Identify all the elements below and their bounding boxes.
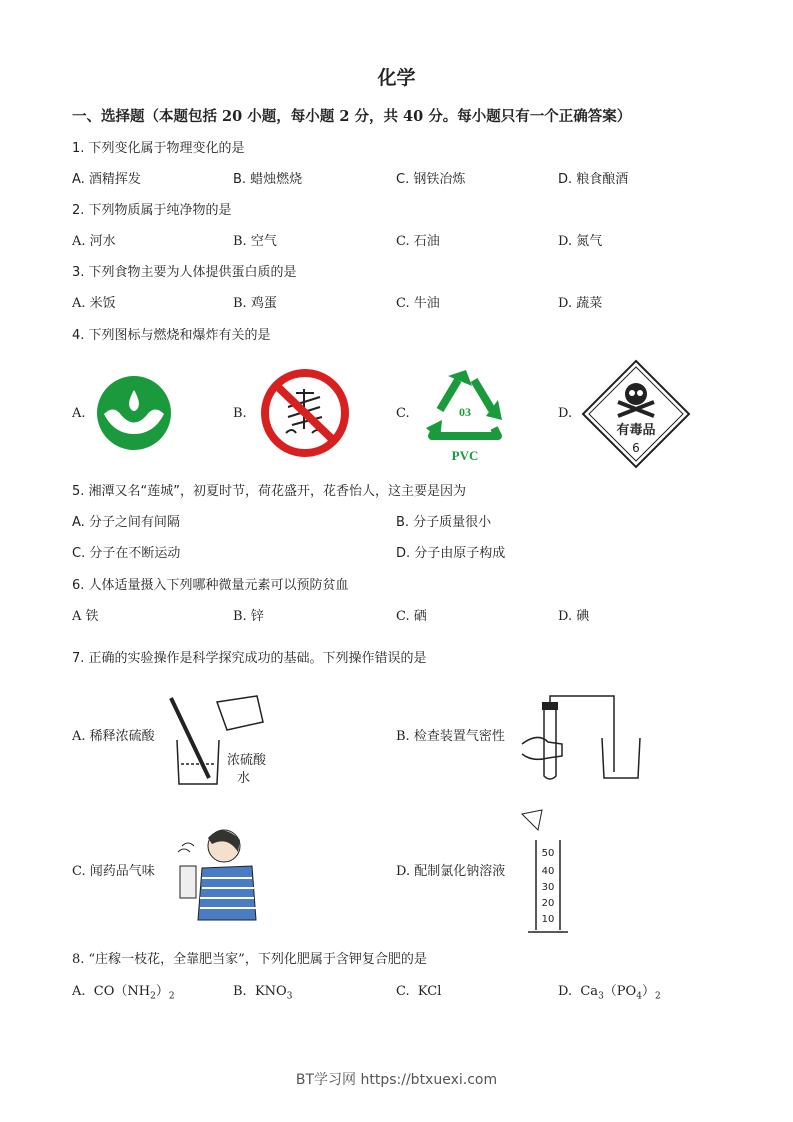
- airtightness-check-figure: [518, 692, 643, 787]
- recycle-code: 03: [459, 405, 471, 419]
- tick-10: 10: [541, 914, 555, 925]
- q7-option-c: C. 闻药品气味: [72, 864, 155, 879]
- option-letter: A.: [72, 984, 86, 999]
- q1-option-b: B. 蜡烛燃烧: [233, 172, 303, 187]
- q3-option-c: C. 牛油: [396, 296, 440, 311]
- q1-option-d: D. 粮食酿酒: [558, 172, 629, 187]
- q3-option-a: A. 米饭: [72, 296, 116, 311]
- q4-option-d: D.: [558, 406, 573, 421]
- q5-option-a: A. 分子之间有间隔: [72, 515, 180, 530]
- footer-watermark: BT学习网 https://btxuexi.com: [295, 1072, 498, 1088]
- recycle-material: PVC: [451, 448, 479, 463]
- page-title: 化学: [377, 67, 416, 89]
- toxic-substance-icon: [580, 358, 692, 470]
- q7-option-d: D. 配制氯化钠溶液: [396, 864, 506, 879]
- q6-option-b: B. 锌: [233, 609, 264, 624]
- acid-label: 浓硫酸: [227, 753, 267, 768]
- q5-option-b: B. 分子质量很小: [396, 515, 492, 530]
- q4-option-a: A.: [72, 406, 86, 421]
- smell-chemical-figure: [172, 822, 260, 922]
- formula-part: （PO: [603, 984, 637, 999]
- q2-option-d: D. 氮气: [558, 234, 603, 249]
- q3-option-d: D. 蔬菜: [558, 296, 603, 311]
- formula-part: Ca: [580, 984, 599, 999]
- question-1-stem: 1. 下列变化属于物理变化的是: [72, 141, 245, 156]
- formula-part: KNO: [254, 984, 287, 999]
- water-saving-icon: [94, 374, 174, 452]
- q7-option-a: A. 稀释浓硫酸: [72, 729, 155, 744]
- question-6-stem: 6. 人体适量摄入下列哪种微量元素可以预防贫血: [72, 578, 349, 593]
- q2-option-a: A. 河水: [72, 234, 116, 249]
- option-letter: C.: [396, 984, 410, 999]
- question-3-stem: 3. 下列食物主要为人体提供蛋白质的是: [72, 265, 297, 280]
- formula-subscript: 2: [150, 991, 156, 1002]
- question-8-stem: 8. “庄稼一枝花，全靠肥当家”，下列化肥属于含钾复合肥的是: [72, 952, 427, 967]
- formula-part: CO（NH: [93, 984, 151, 999]
- q4-option-c: C.: [396, 406, 410, 421]
- formula-part: ）: [641, 984, 655, 999]
- q7-option-b: B. 检查装置气密性: [396, 729, 505, 744]
- no-fireworks-icon: [258, 367, 352, 459]
- dilute-acid-figure: [165, 692, 280, 790]
- tick-30: 30: [541, 882, 555, 893]
- q8-option-d: [558, 984, 661, 1005]
- section-heading: 一、选择题（本题包括 20 小题，每小题 2 分，共 40 分。每小题只有一个正确答案）: [72, 108, 632, 125]
- formula-subscript: 2: [654, 991, 661, 1002]
- toxic-label: 有毒品: [616, 423, 656, 438]
- question-5-stem: 5. 湘潭又名“莲城”，初夏时节，荷花盛开，花香怡人，这主要是因为: [72, 484, 467, 499]
- tick-40: 40: [541, 866, 555, 877]
- question-7-stem: 7. 正确的实验操作是科学探究成功的基础。下列操作错误的是: [72, 651, 427, 666]
- option-letter: B.: [233, 984, 247, 999]
- formula-subscript: 4: [636, 991, 642, 1002]
- formula-part: KCl: [417, 984, 442, 999]
- formula-part: ）: [155, 984, 169, 999]
- tick-20: 20: [541, 898, 555, 909]
- formula-subscript: 3: [286, 991, 293, 1002]
- water-label: 水: [237, 771, 251, 786]
- q8-option-a: [72, 984, 175, 1005]
- formula-subscript: 3: [598, 991, 604, 1002]
- recycle-pvc-icon: [418, 366, 512, 466]
- q6-option-a: A 铁: [72, 609, 99, 624]
- q4-option-b: B.: [233, 406, 247, 421]
- q2-option-b: B. 空气: [233, 234, 277, 249]
- q6-option-d: D. 碘: [558, 609, 590, 624]
- q5-option-d: D. 分子由原子构成: [396, 546, 506, 561]
- graduated-cylinder-figure: [516, 806, 576, 940]
- formula-subscript: 2: [168, 991, 175, 1002]
- q5-option-c: C. 分子在不断运动: [72, 546, 181, 561]
- q1-option-c: C. 钢铁冶炼: [396, 172, 466, 187]
- question-2-stem: 2. 下列物质属于纯净物的是: [72, 203, 232, 218]
- q8-option-b: [233, 984, 292, 1005]
- question-4-stem: 4. 下列图标与燃烧和爆炸有关的是: [72, 328, 271, 343]
- q2-option-c: C. 石油: [396, 234, 440, 249]
- q1-option-a: A. 酒精挥发: [72, 172, 141, 187]
- q6-option-c: C. 硒: [396, 609, 427, 624]
- q3-option-b: B. 鸡蛋: [233, 296, 277, 311]
- toxic-class: 6: [632, 441, 640, 455]
- option-letter: D.: [558, 984, 573, 999]
- q8-option-c: [396, 984, 441, 1000]
- tick-50: 50: [541, 848, 555, 859]
